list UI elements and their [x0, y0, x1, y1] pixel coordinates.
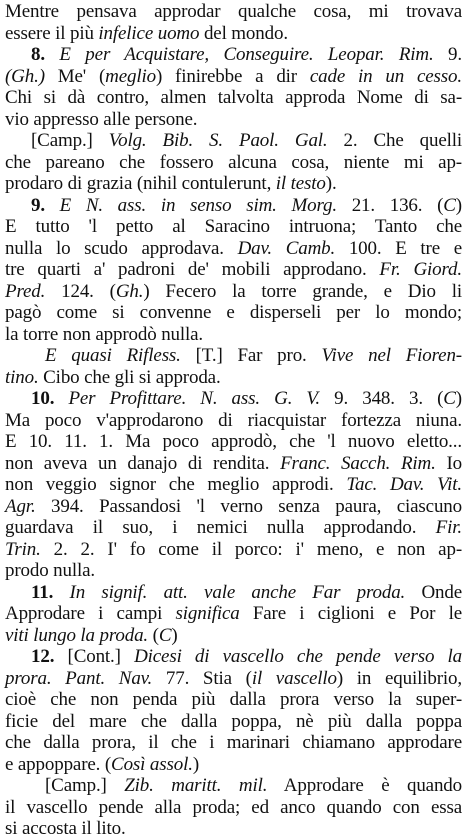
italic-text: In signif. att. vale anche Far proda.	[69, 581, 406, 603]
text-segment: (	[148, 624, 159, 646]
text-segment: 9. 348. 3. (	[320, 388, 444, 409]
italic-text: Pred.	[5, 280, 46, 302]
text-segment: Ma poco v'approdarono di riacquistar fortezza niuna.	[5, 409, 462, 431]
text-line	[5, 1, 462, 23]
sense-number: 8.	[31, 44, 60, 65]
text-line	[5, 23, 462, 45]
sense-number: 11.	[31, 581, 70, 603]
text-segment: guardava il suo, i nemici nulla approdando.	[5, 517, 436, 538]
text-segment: 21. 136. (	[336, 194, 444, 216]
text-segment: ) in equilibrio,	[336, 667, 462, 689]
text-segment: che dalla prora, il che i marinari chiamano approdare	[5, 732, 462, 753]
text-segment: Me' (	[44, 65, 106, 87]
dictionary-entry-text	[5, 1, 462, 840]
text-segment: prodo nulla.	[5, 560, 96, 581]
sense-number: 10.	[31, 388, 69, 409]
italic-text: Tac. Dav. Vit.	[346, 474, 463, 495]
italic-text: viti lungo la proda.	[5, 624, 149, 646]
text-segment: che pareano che fossero alcuna cosa, niente mi ap-	[5, 151, 462, 173]
italic-text: cade in un cesso.	[309, 65, 462, 87]
italic-text: C	[158, 624, 172, 646]
text-segment: 77. Stia (	[152, 667, 252, 689]
text-line	[5, 195, 462, 217]
text-segment: )	[192, 753, 199, 775]
text-segment: essere il più	[5, 22, 99, 44]
text-segment: Chi si dà contro, almen talvolta approda Nome di sa-	[5, 87, 462, 108]
text-segment: non aveva un danajo di rendita.	[5, 452, 281, 474]
text-line	[5, 324, 462, 346]
italic-text: Agr.	[5, 495, 36, 517]
italic-text: Fr. Giord.	[379, 259, 462, 280]
text-segment: )	[171, 624, 178, 646]
italic-text: tino.	[5, 366, 39, 388]
italic-text: meglio	[105, 65, 156, 87]
text-line	[5, 496, 462, 518]
sense-number: 9.	[31, 194, 60, 216]
text-segment: non veggio signor che meglio approdi.	[5, 474, 347, 495]
italic-text: Vive nel Fioren-	[321, 345, 462, 366]
italic-text: Trin.	[5, 538, 41, 560]
text-segment: ) finirebbe a dir	[155, 65, 310, 87]
text-segment: Onde	[405, 581, 462, 603]
italic-text: significa	[175, 603, 240, 624]
text-segment: cioè che non penda più dalla prora verso la super-	[5, 689, 462, 710]
italic-text: prora. Pant. Nav.	[5, 667, 153, 689]
text-line	[5, 797, 462, 819]
text-line	[5, 560, 462, 582]
italic-text: Franc. Sacch. Rim.	[280, 452, 436, 474]
italic-text: Dav. Camb.	[237, 237, 336, 259]
text-segment: [Cont.]	[67, 646, 135, 667]
text-line	[5, 754, 462, 776]
text-segment: del mondo.	[199, 22, 288, 44]
text-segment: )	[455, 388, 462, 409]
text-segment: Mentre pensava approdar qualche cosa, mi trovava	[5, 1, 462, 22]
text-segment: 9.	[433, 44, 462, 65]
text-segment: e appoppare. (	[5, 753, 112, 775]
italic-text: il vascello	[251, 667, 337, 689]
text-segment: si accosta il lito.	[5, 818, 126, 839]
text-segment: la torre non approdò nulla.	[5, 323, 204, 345]
text-line	[5, 173, 462, 195]
sense-number: 12.	[31, 646, 68, 667]
text-line	[5, 410, 462, 432]
italic-text: Gh.	[115, 280, 144, 302]
text-segment: Cibo che gli si approda.	[38, 366, 221, 388]
text-line	[5, 539, 462, 561]
text-line	[5, 388, 462, 410]
text-segment: ficie del mare che dalla poppa, nè più dalla poppa	[5, 710, 462, 732]
text-segment: )	[455, 194, 462, 216]
italic-text: Zib. maritt. mil.	[124, 775, 268, 796]
italic-text: E N. ass. in senso sim. Morg.	[59, 194, 337, 216]
text-segment: E tutto 'l petto al Saracino intruona; Tanto che	[5, 216, 462, 237]
text-line	[5, 818, 462, 840]
text-segment: 2. 2. I' fo come il porco: i' meno, e non ap-	[40, 538, 462, 560]
text-line	[5, 302, 462, 324]
italic-text: infelice uomo	[98, 22, 200, 44]
text-segment: pagò come si convenne e disperseli per lo mondo;	[5, 302, 462, 323]
text-line	[5, 44, 462, 66]
text-segment: 394. Passandosi 'l verno senza paura, ciascuno	[35, 495, 462, 517]
text-segment: E 10. 11. 1. Ma poco approdò, che 'l nuovo eletto...	[5, 431, 462, 452]
italic-text: Volg. Bib. S. Paol. Gal.	[108, 130, 328, 151]
text-segment: Approdare è quando	[267, 775, 463, 796]
text-line	[5, 775, 462, 797]
text-segment: prodaro di grazia (nihil contulerunt,	[5, 173, 276, 194]
text-line	[5, 517, 462, 539]
text-segment: Approdare i campi	[5, 603, 176, 624]
text-segment: tre quarti a' padroni de' mobili approdano.	[5, 259, 380, 280]
text-line	[5, 668, 462, 690]
italic-text: E quasi Rifless.	[45, 345, 181, 366]
text-line	[5, 367, 462, 389]
text-segment: [T.] Far pro.	[180, 345, 322, 366]
italic-text: Per Profittare. N. ass. G. V.	[68, 388, 321, 409]
text-line	[5, 474, 462, 496]
text-line	[5, 152, 462, 174]
text-segment: 124. (	[45, 280, 116, 302]
text-segment: il vascello pende alla proda; ed anco quando con essa	[5, 796, 462, 818]
text-segment: vio appresso alle persone.	[5, 108, 198, 130]
text-segment: Io	[435, 452, 462, 474]
text-line	[5, 66, 462, 88]
text-line	[5, 582, 462, 604]
text-segment: ).	[325, 173, 337, 194]
text-line	[5, 625, 462, 647]
text-line	[5, 216, 462, 238]
italic-text: (Gh.)	[5, 65, 45, 87]
text-segment: 100. E tre e	[335, 237, 462, 259]
text-line	[5, 87, 462, 109]
text-line	[5, 711, 462, 733]
italic-text: Così assol.	[111, 753, 193, 775]
text-segment: [Camp.]	[31, 130, 109, 151]
text-line	[5, 109, 462, 131]
text-line	[5, 431, 462, 453]
italic-text: Fir.	[435, 517, 462, 538]
italic-text: Dicesi di vascello che pende verso la	[134, 646, 462, 667]
italic-text: C	[443, 388, 456, 409]
text-segment: nulla lo scudo approdava.	[5, 237, 238, 259]
text-segment: Fare i ciglioni e Por le	[239, 603, 462, 624]
text-line	[5, 259, 462, 281]
text-line	[5, 732, 462, 754]
text-line	[5, 345, 462, 367]
text-segment: ) Fecero la torre grande, e Dio li	[143, 280, 462, 302]
text-segment: [Camp.]	[45, 775, 125, 796]
text-line	[5, 689, 462, 711]
text-line	[5, 453, 462, 475]
text-line	[5, 130, 462, 152]
italic-text: C	[443, 194, 456, 216]
text-line	[5, 281, 462, 303]
italic-text: E per Acquistare, Conseguire. Leopar. Rim.	[59, 44, 434, 65]
italic-text: il testo	[275, 173, 326, 194]
text-line	[5, 603, 462, 625]
text-line	[5, 238, 462, 260]
text-line	[5, 646, 462, 668]
text-segment: 2. Che quelli	[327, 130, 463, 151]
